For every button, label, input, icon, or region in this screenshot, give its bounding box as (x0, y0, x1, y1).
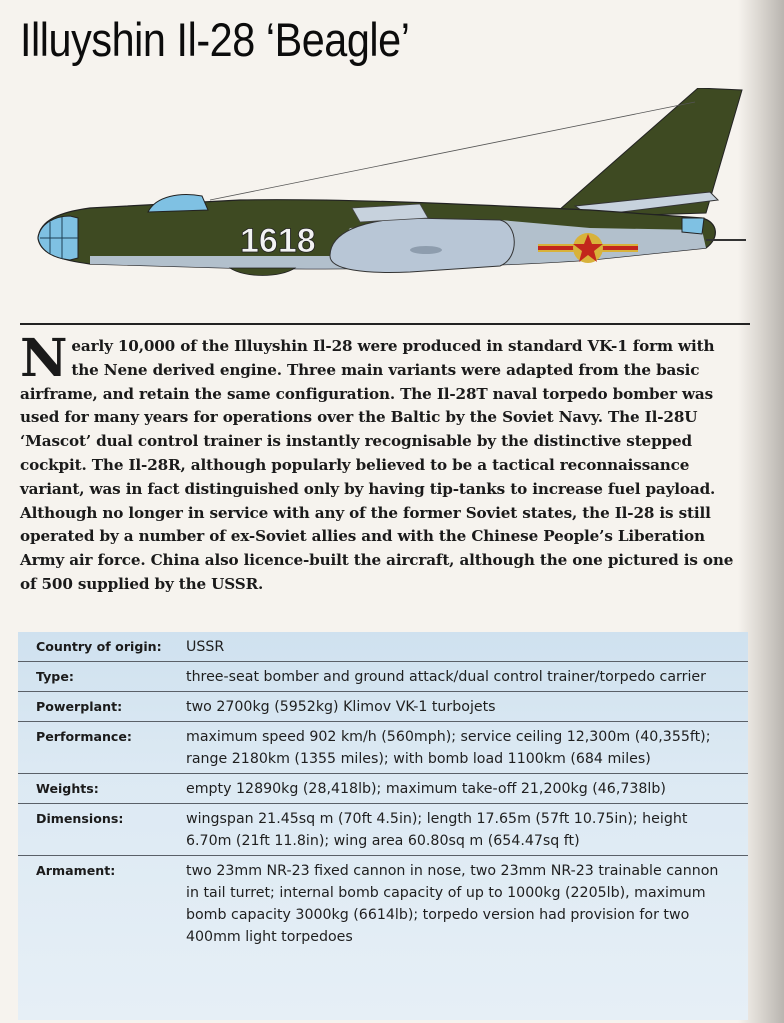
specifications-table (18, 632, 748, 1020)
spec-value: empty 12890kg (28,418lb); maximum take-off 21,200kg (46,738lb) (186, 781, 666, 797)
section-divider (20, 323, 750, 325)
aircraft-canopy (148, 195, 208, 212)
article-paragraph (20, 328, 740, 597)
drop-cap: N (20, 328, 68, 389)
spec-value: maximum speed 902 km/h (560mph); service ceiling 12,300m (40,355ft); range 2180km (1355 miles); with bomb load 1100km (684 miles) (186, 729, 711, 767)
spec-row-type (18, 662, 748, 692)
spec-row-weights (18, 774, 748, 804)
spec-value: wingspan 21.45sq m (70ft 4.5in); length 17.65m (57ft 10.75in); height 6.70m (21ft 11.8in); wing area 60.80sq m (654.47sq ft) (186, 811, 688, 849)
spec-row-powerplant (18, 692, 748, 722)
spec-value: USSR (186, 639, 225, 655)
spec-label: Dimensions: (36, 811, 124, 826)
spec-label: Powerplant: (36, 699, 123, 714)
spec-label: Country of origin: (36, 639, 162, 654)
spec-value: three-seat bomber and ground attack/dual control trainer/torpedo carrier (186, 669, 706, 685)
spec-label: Performance: (36, 729, 132, 744)
spec-value: two 23mm NR-23 fixed cannon in nose, two 23mm NR-23 trainable cannon in tail turret; internal bomb capacity of up to 1000kg (2205lb), maximum bomb capacity 3000kg (6614lb); torpedo version had provision for two 400mm light torpedoes (186, 863, 719, 945)
spec-label: Armament: (36, 863, 116, 878)
page-title: Illuyshin Il-28 ‘Beagle’ (20, 13, 410, 66)
aircraft-illustration (30, 88, 760, 303)
article-text: early 10,000 of the Illuyshin Il-28 were produced in standard VK-1 form with the Nene derived engine. Three main variants were adapted from the basic airframe, and retain the same configuration. The Il-28T naval torpedo bomber was used for many years for operations over the Baltic by the Soviet Navy. The Il-28U ‘Mascot’ dual control trainer is instantly recognisable by the distinctive stepped cockpit. The Il-28R, although popularly believed to be a tactical reconnaissance variant, was in fact distinguished only by having tip-tanks to increase fuel payload. Although no longer in service with any of the former Soviet states, the Il-28 is still operated by a number of ex-Soviet allies and with the Chinese People’s Liberation Army air force. China also licence-built the aircraft, although the one pictured is one of 500 supplied by the USSR. (20, 337, 734, 593)
spec-value: two 2700kg (5952kg) Klimov VK-1 turbojets (186, 699, 496, 715)
spec-row-country (18, 632, 748, 662)
spec-row-dimensions (18, 804, 748, 856)
spec-label: Type: (36, 669, 74, 684)
spec-row-performance (18, 722, 748, 774)
aircraft-serial: 1618 (240, 222, 316, 260)
aircraft-engine-nacelle (330, 218, 514, 272)
aircraft-tail-turret (682, 218, 704, 234)
spec-label: Weights: (36, 781, 99, 796)
spec-row-armament (18, 856, 748, 951)
